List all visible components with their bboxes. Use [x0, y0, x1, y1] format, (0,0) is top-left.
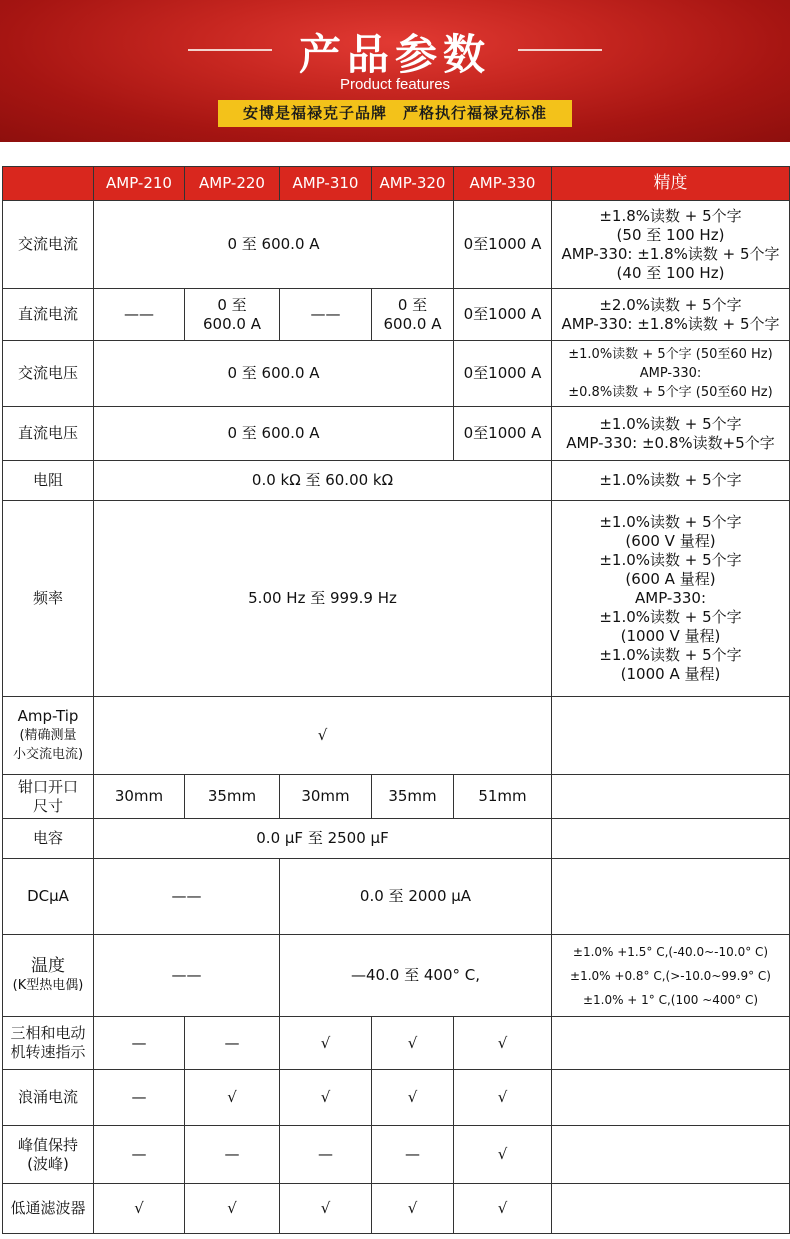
cell-check: —	[185, 1126, 280, 1184]
cell-accuracy-empty	[552, 859, 790, 935]
row-label: 直流电压	[3, 407, 94, 461]
cell-range: ——	[94, 859, 280, 935]
cell-value: 35mm	[372, 775, 454, 819]
cell-check: √	[372, 1070, 454, 1126]
header-model: AMP-330	[454, 167, 552, 201]
table-row	[3, 859, 790, 935]
row-label-main: Amp-Tip	[17, 707, 79, 725]
row-label: 频率	[3, 501, 94, 697]
cell-value: 0 至 600.0 A	[372, 289, 454, 341]
table-row	[3, 461, 790, 501]
cell-accuracy: ±1.0%读数 + 5个字 AMP-330: ±0.8%读数+5个字	[552, 407, 790, 461]
row-label	[3, 697, 94, 775]
cell-check: √	[185, 1184, 280, 1234]
row-label: 低通滤波器	[3, 1184, 94, 1234]
table-row	[3, 775, 790, 819]
cell-check: √	[94, 697, 552, 775]
row-label: 浪涌电流	[3, 1070, 94, 1126]
cell-value: 51mm	[454, 775, 552, 819]
cell-accuracy: ±1.0%读数 + 5个字	[552, 461, 790, 501]
cell-accuracy: ±1.0%读数 + 5个字 (50至60 Hz) AMP-330: ±0.8%读数 + 5个字 (50至60 Hz)	[552, 341, 790, 407]
row-label: 电阻	[3, 461, 94, 501]
cell-check: —	[280, 1126, 372, 1184]
cell-value: ——	[94, 289, 185, 341]
row-label: 电容	[3, 819, 94, 859]
cell-accuracy-empty	[552, 1126, 790, 1184]
cell-range: 0至1000 A	[454, 341, 552, 407]
cell-accuracy-empty	[552, 1070, 790, 1126]
cell-range: 0至1000 A	[454, 407, 552, 461]
cell-check: —	[185, 1017, 280, 1070]
header-blank	[3, 167, 94, 201]
cell-accuracy: ±2.0%读数 + 5个字 AMP-330: ±1.8%读数 + 5个字	[552, 289, 790, 341]
cell-accuracy-empty	[552, 697, 790, 775]
cell-check: √	[372, 1184, 454, 1234]
cell-check: √	[280, 1017, 372, 1070]
header-model: AMP-310	[280, 167, 372, 201]
table-row	[3, 935, 790, 1017]
table-header-row	[3, 167, 790, 201]
row-label-note: (K型热电偶)	[12, 977, 84, 993]
table-row	[3, 819, 790, 859]
cell-range: 0 至 600.0 A	[94, 201, 454, 289]
cell-check: √	[454, 1070, 552, 1126]
cell-value: 30mm	[280, 775, 372, 819]
header-model: AMP-220	[185, 167, 280, 201]
row-label: 三相和电动 机转速指示	[3, 1017, 94, 1070]
cell-accuracy-empty	[552, 819, 790, 859]
cell-check: √	[185, 1070, 280, 1126]
cell-check: —	[94, 1070, 185, 1126]
table-row	[3, 697, 790, 775]
cell-accuracy-empty	[552, 1184, 790, 1234]
cell-range: 0.0 至 2000 μA	[280, 859, 552, 935]
cell-range: 0 至 600.0 A	[94, 341, 454, 407]
cell-range: 0至1000 A	[454, 201, 552, 289]
cell-check: —	[94, 1017, 185, 1070]
header-model: AMP-210	[94, 167, 185, 201]
cell-accuracy: ±1.0%读数 + 5个字 (600 V 量程) ±1.0%读数 + 5个字 (600 A 量程) AMP-330: ±1.0%读数 + 5个字 (1000 V 量程) ±1.0%读数 + 5个字 (1000 A 量程)	[552, 501, 790, 697]
cell-check: √	[454, 1126, 552, 1184]
banner-subtitle: Product features	[339, 76, 451, 93]
table-row	[3, 1126, 790, 1184]
cell-check: √	[280, 1184, 372, 1234]
cell-check: √	[280, 1070, 372, 1126]
cell-check: √	[454, 1184, 552, 1234]
table-row	[3, 501, 790, 697]
cell-range: ——	[94, 935, 280, 1017]
title-banner	[0, 0, 790, 142]
row-label: DCμA	[3, 859, 94, 935]
table-row	[3, 1017, 790, 1070]
banner-slogan: 安博是福禄克子品牌 严格执行福禄克标准	[218, 100, 572, 127]
spec-table	[2, 166, 790, 1234]
cell-range: 0 至 600.0 A	[94, 407, 454, 461]
cell-check: √	[372, 1017, 454, 1070]
cell-check: —	[372, 1126, 454, 1184]
header-model: AMP-320	[372, 167, 454, 201]
cell-range: —40.0 至 400° C,	[280, 935, 552, 1017]
cell-check: √	[454, 1017, 552, 1070]
cell-value: 35mm	[185, 775, 280, 819]
cell-value: ——	[280, 289, 372, 341]
row-label: 交流电压	[3, 341, 94, 407]
table-row	[3, 201, 790, 289]
cell-range: 5.00 Hz 至 999.9 Hz	[94, 501, 552, 697]
row-label: 交流电流	[3, 201, 94, 289]
table-row	[3, 341, 790, 407]
cell-range: 0.0 kΩ 至 60.00 kΩ	[94, 461, 552, 501]
cell-value: 0至1000 A	[454, 289, 552, 341]
cell-value: 0 至 600.0 A	[185, 289, 280, 341]
table-row	[3, 1184, 790, 1234]
row-label: 钳口开口 尺寸	[3, 775, 94, 819]
cell-check: √	[94, 1184, 185, 1234]
cell-accuracy: ±1.8%读数 + 5个字 (50 至 100 Hz) AMP-330: ±1.8%读数 + 5个字 (40 至 100 Hz)	[552, 201, 790, 289]
row-label-main: 温度	[31, 955, 65, 976]
cell-accuracy-empty	[552, 1017, 790, 1070]
row-label	[3, 935, 94, 1017]
cell-accuracy-empty	[552, 775, 790, 819]
table-row	[3, 1070, 790, 1126]
cell-check: —	[94, 1126, 185, 1184]
row-label: 峰值保持 (波峰)	[3, 1126, 94, 1184]
table-row	[3, 407, 790, 461]
cell-accuracy: ±1.0% +1.5° C,(-40.0~-10.0° C) ±1.0% +0.8° C,(>-10.0~99.9° C) ±1.0% + 1° C,(100 ~400° C)	[552, 935, 790, 1017]
cell-range: 0.0 μF 至 2500 μF	[94, 819, 552, 859]
header-accuracy: 精度	[552, 167, 790, 201]
table-row	[3, 289, 790, 341]
row-label-note: (精确测量 小交流电流)	[12, 728, 84, 762]
cell-value: 30mm	[94, 775, 185, 819]
banner-title: 产品参数	[298, 30, 491, 79]
row-label: 直流电流	[3, 289, 94, 341]
